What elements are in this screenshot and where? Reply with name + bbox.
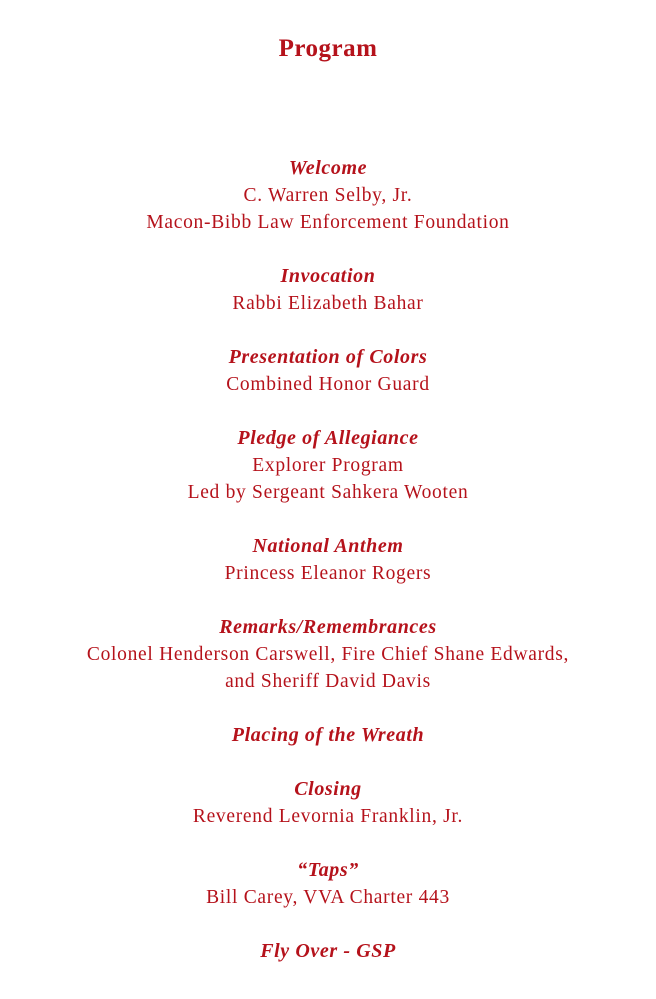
program-list [0,155,656,965]
item-heading: Fly Over - GSP [260,940,396,962]
program-item-welcome [0,155,656,236]
program-item-taps [0,857,656,911]
item-heading: National Anthem [252,535,404,557]
item-line: Rabbi Elizabeth Bahar [232,293,424,314]
item-line: Explorer Program [252,455,404,476]
item-line: and Sheriff David Davis [225,671,431,692]
item-heading: Remarks/Remembrances [219,616,437,638]
program-item-pledge [0,425,656,506]
item-heading: Invocation [280,265,376,287]
item-line: C. Warren Selby, Jr. [243,185,413,206]
item-heading: Welcome [288,157,368,179]
program-item-national-anthem [0,533,656,587]
program-item-invocation [0,263,656,317]
item-line: Colonel Henderson Carswell, Fire Chief Shane Edwards, [86,644,570,665]
item-line: Reverend Levornia Franklin, Jr. [192,806,464,827]
item-heading: Presentation of Colors [228,346,428,368]
item-heading: Pledge of Allegiance [237,427,419,449]
page-title: Program [278,35,378,62]
program-item-closing [0,776,656,830]
item-heading: Placing of the Wreath [231,724,425,746]
item-heading: “Taps” [297,859,359,881]
item-line: Princess Eleanor Rogers [224,563,432,584]
item-line: Led by Sergeant Sahkera Wooten [187,482,469,503]
program-item-wreath [0,722,656,749]
item-line: Macon-Bibb Law Enforcement Foundation [146,212,510,233]
program-item-fly-over [0,938,656,965]
program-item-remarks [0,614,656,695]
program-item-presentation-of-colors [0,344,656,398]
item-line: Bill Carey, VVA Charter 443 [206,887,450,908]
item-heading: Closing [294,778,362,800]
item-line: Combined Honor Guard [226,374,430,395]
